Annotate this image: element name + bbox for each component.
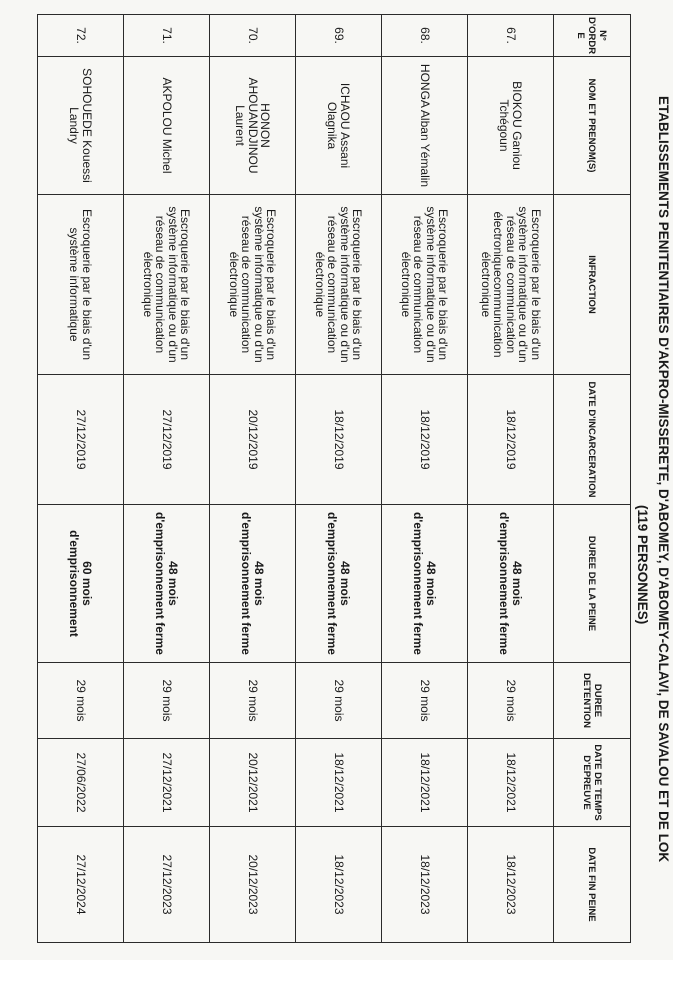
- cell-date-incarceration: 20/12/2019: [210, 375, 296, 505]
- table-row: [296, 15, 382, 943]
- cell-num: 67.: [468, 15, 554, 57]
- cell-infraction: Escroquerie par le biais d'un système informatique ou d'un réseau de communication électronique: [210, 195, 296, 375]
- cell-date-fin: 18/12/2023: [382, 827, 468, 943]
- cell-date-incarceration: 27/12/2019: [38, 375, 124, 505]
- table-row: [468, 15, 554, 943]
- document-subtitle: (119 PERSONNES): [635, 505, 650, 625]
- cell-num: 68.: [382, 15, 468, 57]
- table-row: [382, 15, 468, 943]
- cell-duree-detention: 29 mois: [382, 663, 468, 739]
- cell-duree-detention: 29 mois: [124, 663, 210, 739]
- header-date-epreuve: DATE DE TEMPS D'EPREUVE: [554, 739, 631, 827]
- cell-duree-detention: 29 mois: [468, 663, 554, 739]
- header-infraction: INFRACTION: [554, 195, 631, 375]
- cell-infraction: Escroquerie par le biais d'un système informatique: [38, 195, 124, 375]
- cell-date-epreuve: 18/12/2021: [382, 739, 468, 827]
- cell-infraction: Escroquerie par le biais d'un système informatique ou d'un réseau de communication électronique: [124, 195, 210, 375]
- cell-duree-peine: 60 mois d'emprisonnement: [38, 505, 124, 663]
- document-title: ETABLISSEMENTS PENITENTIAIRES D'AKPRO-MISSERETE, D'ABOMEY, D'ABOMEY-CALAVI, DE SAVALOU ET DE LOK: [656, 96, 671, 863]
- cell-nom: HONON AHOUANDJINOU Laurent: [210, 57, 296, 195]
- cell-date-incarceration: 27/12/2019: [124, 375, 210, 505]
- cell-date-incarceration: 18/12/2019: [296, 375, 382, 505]
- cell-nom: SOHOUEDE Kouessi Landry: [38, 57, 124, 195]
- cell-nom: BIOKOU Ganiou Tchégoun: [468, 57, 554, 195]
- header-duree-peine: DUREE DE LA PEINE: [554, 505, 631, 663]
- cell-date-incarceration: 18/12/2019: [382, 375, 468, 505]
- cell-nom: AKPOLOU Michel: [124, 57, 210, 195]
- cell-date-epreuve: 18/12/2021: [296, 739, 382, 827]
- cell-num: 71.: [124, 15, 210, 57]
- cell-duree-peine: 48 mois d'emprisonnement ferme: [210, 505, 296, 663]
- cell-date-incarceration: 18/12/2019: [468, 375, 554, 505]
- cell-num: 70.: [210, 15, 296, 57]
- cell-num: 69.: [296, 15, 382, 57]
- table-row: [210, 15, 296, 943]
- cell-duree-detention: 29 mois: [296, 663, 382, 739]
- cell-date-epreuve: 18/12/2021: [468, 739, 554, 827]
- table-row: [124, 15, 210, 943]
- header-duree-detention: DUREE DETENTION: [554, 663, 631, 739]
- table-header-row: [554, 15, 631, 943]
- cell-date-fin: 18/12/2023: [296, 827, 382, 943]
- cell-duree-peine: 48 mois d'emprisonnement ferme: [124, 505, 210, 663]
- cell-date-epreuve: 27/12/2021: [124, 739, 210, 827]
- header-nom: NOM ET PRENOM(S): [554, 57, 631, 195]
- header-date-incarceration: DATE D'INCARCERATION: [554, 375, 631, 505]
- cell-duree-peine: 48 mois d'emprisonnement ferme: [296, 505, 382, 663]
- cell-infraction: Escroquerie par le biais d'un système informatique ou d'un réseau de communication électroniquecommunication électronique: [468, 195, 554, 375]
- cell-infraction: Escroquerie par le biais d'un système informatique ou d'un réseau de communication électronique: [382, 195, 468, 375]
- cell-nom: ICHAOU Assani Olagnika: [296, 57, 382, 195]
- cell-date-fin: 18/12/2023: [468, 827, 554, 943]
- header-num: N° D'ORDR E: [554, 15, 631, 57]
- cell-date-fin: 20/12/2023: [210, 827, 296, 943]
- cell-date-epreuve: 20/12/2021: [210, 739, 296, 827]
- detainee-table: [37, 14, 631, 943]
- table-row: [38, 15, 124, 943]
- cell-date-fin: 27/12/2023: [124, 827, 210, 943]
- cell-infraction: Escroquerie par le biais d'un système informatique ou d'un réseau de communication électronique: [296, 195, 382, 375]
- cell-date-fin: 27/12/2024: [38, 827, 124, 943]
- cell-duree-detention: 29 mois: [38, 663, 124, 739]
- cell-duree-peine: 48 mois d'emprisonnement ferme: [382, 505, 468, 663]
- header-date-fin: DATE FIN PEINE: [554, 827, 631, 943]
- cell-num: 72.: [38, 15, 124, 57]
- cell-nom: HONGA Alban Yémalin: [382, 57, 468, 195]
- cell-date-epreuve: 27/06/2022: [38, 739, 124, 827]
- cell-duree-detention: 29 mois: [210, 663, 296, 739]
- cell-duree-peine: 48 mois d'emprisonnement ferme: [468, 505, 554, 663]
